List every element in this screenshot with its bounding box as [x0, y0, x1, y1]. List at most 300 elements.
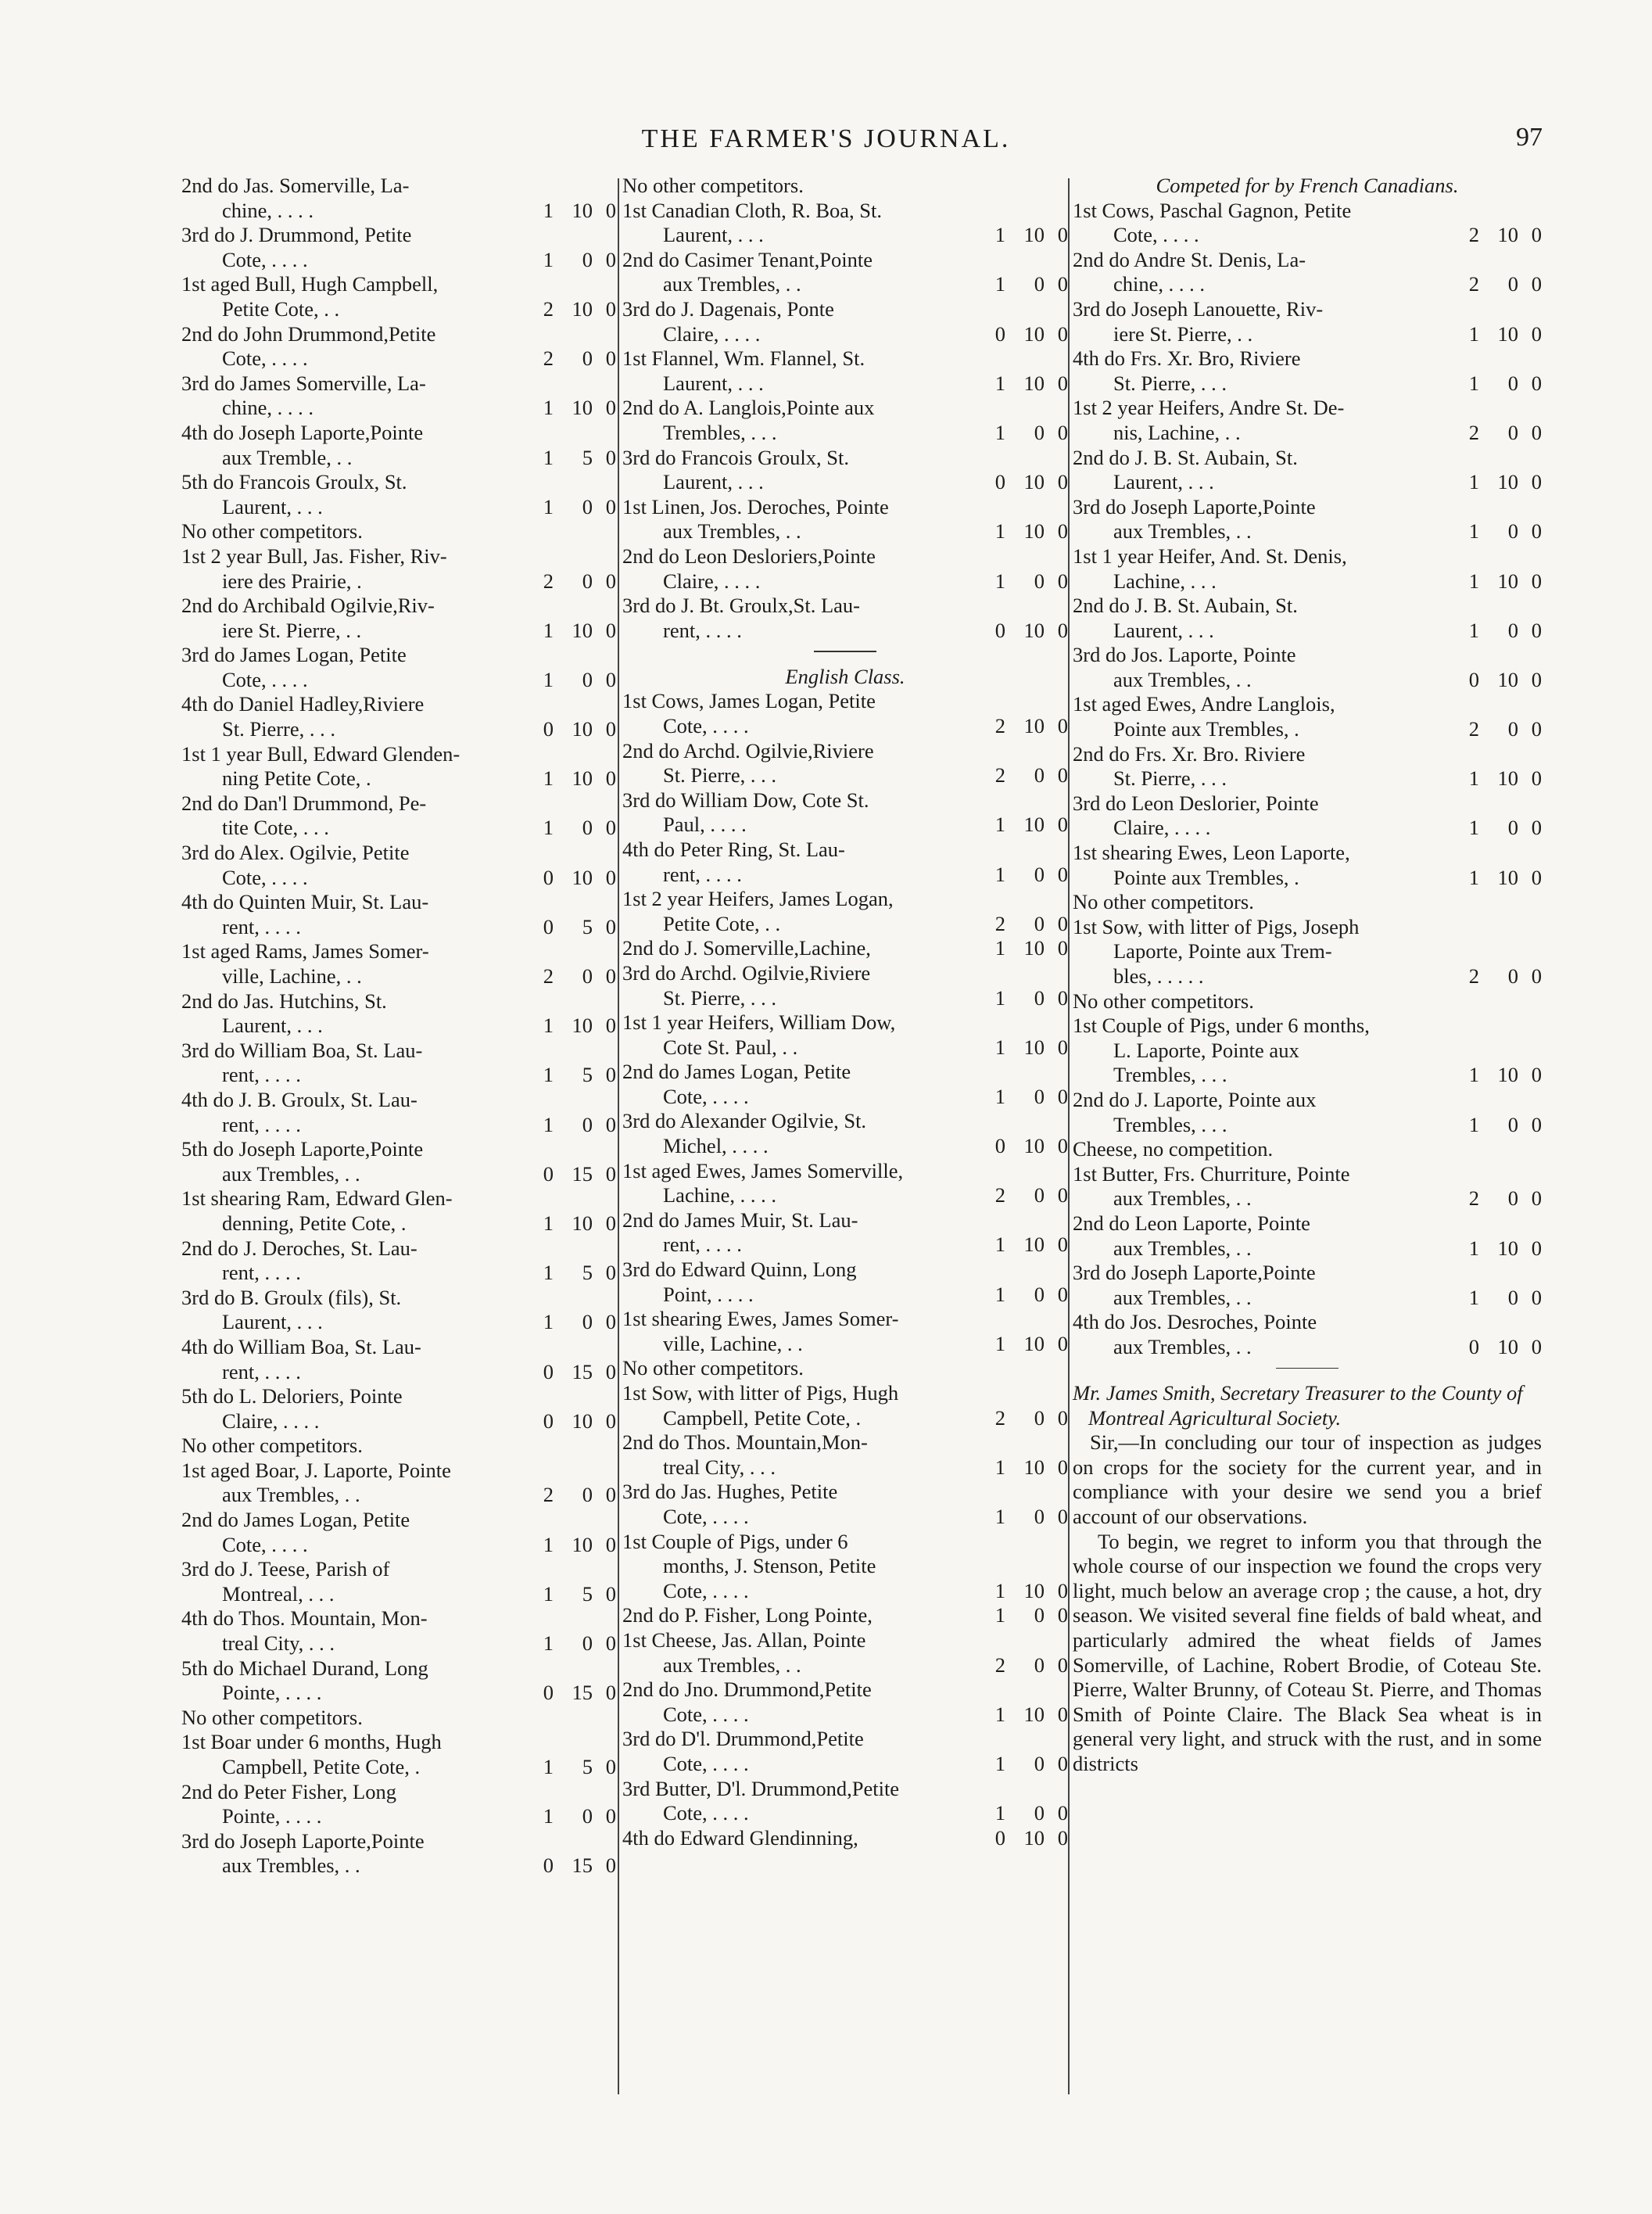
- no-competitors-note: No other competitors.: [1073, 989, 1254, 1013]
- shillings-value: 10: [1497, 766, 1518, 791]
- pence-value: 0: [1057, 1825, 1068, 1850]
- prize-entry: [1073, 1162, 1542, 1211]
- prize-entry: [1073, 594, 1542, 643]
- entry-line: 2nd do James Logan, Petite: [622, 1060, 851, 1084]
- prize-amount: [524, 1853, 616, 1878]
- prize-entry: [622, 1109, 1068, 1158]
- prize-entry: [181, 174, 616, 223]
- entry-continuation: chine, . . . .: [222, 198, 314, 222]
- shillings-value: 10: [1023, 936, 1045, 960]
- shillings-value: 0: [1507, 1186, 1518, 1211]
- entry-line: 3rd do D'l. Drummond,Petite: [622, 1727, 864, 1751]
- prize-entry: [181, 544, 616, 594]
- prize-amount: [524, 964, 616, 989]
- prize-entry: [1073, 742, 1542, 791]
- pence-value: 0: [1057, 321, 1068, 346]
- prize-entry: [1073, 495, 1542, 544]
- prize-amount: [1450, 421, 1542, 446]
- prize-entry: [181, 470, 616, 519]
- shillings-value: 10: [1497, 667, 1518, 691]
- prize-amount: [1450, 470, 1542, 495]
- prize-entry: [181, 223, 616, 272]
- shillings-value: 0: [582, 346, 593, 371]
- shillings-value: 10: [572, 1408, 593, 1433]
- prize-amount: [1450, 223, 1542, 248]
- prize-entry: [1073, 396, 1542, 445]
- prize-entry: [622, 739, 1068, 788]
- shillings-value: 10: [1023, 1035, 1045, 1059]
- prize-amount: [976, 1406, 1068, 1431]
- shillings-value: 0: [1507, 964, 1518, 988]
- pounds-value: 1: [994, 371, 1005, 395]
- pence-value: 0: [1531, 470, 1542, 494]
- pence-value: 0: [1057, 1578, 1068, 1602]
- no-competitors-note: No other competitors.: [181, 1705, 363, 1729]
- pence-value: 0: [1057, 1282, 1068, 1306]
- prize-entry: [181, 1656, 616, 1706]
- prize-amount: [976, 813, 1068, 838]
- pence-value: 0: [1057, 1183, 1068, 1207]
- pounds-value: 1: [994, 1035, 1005, 1059]
- prize-amount: [976, 421, 1068, 446]
- entry-continuation: Cote St. Paul, . .: [663, 1035, 798, 1059]
- prize-amount: [1450, 1113, 1542, 1138]
- entry-continuation: Cote, . . . .: [663, 1801, 749, 1825]
- pounds-value: 1: [543, 667, 554, 691]
- entry-continuation: aux Trembles, . .: [222, 1483, 360, 1507]
- pence-value: 0: [605, 1581, 616, 1606]
- shillings-value: 0: [1507, 717, 1518, 741]
- shillings-value: 15: [572, 1359, 593, 1383]
- pence-value: 0: [605, 1310, 616, 1334]
- shillings-value: 0: [1034, 1084, 1045, 1108]
- entry-continuation: aux Tremble, . .: [222, 445, 353, 469]
- entry-continuation: Cote, . . . .: [222, 1532, 308, 1556]
- entry-line: 3rd do Alexander Ogilvie, St.: [622, 1109, 867, 1133]
- pence-value: 0: [605, 494, 616, 519]
- prize-amount: [976, 936, 1068, 961]
- shillings-value: 10: [1023, 371, 1045, 395]
- entry-continuation: Cote, . . . .: [663, 713, 749, 737]
- prize-amount: [976, 714, 1068, 739]
- shillings-value: 0: [582, 569, 593, 593]
- pounds-value: 1: [1468, 1112, 1479, 1136]
- pence-value: 0: [605, 445, 616, 469]
- entry-line: 2nd do A. Langlois,Pointe aux: [622, 396, 875, 420]
- shillings-value: 0: [1034, 1751, 1045, 1775]
- entry-continuation: Pointe aux Trembles, .: [1113, 717, 1299, 741]
- shillings-value: 10: [1023, 223, 1045, 247]
- pounds-value: 2: [994, 1183, 1005, 1207]
- entry-line: 3rd do Archd. Ogilvie,Riviere: [622, 960, 871, 985]
- entry-continuation: Point, . . . .: [663, 1282, 754, 1306]
- pence-value: 0: [1057, 618, 1068, 642]
- prize-amount: [524, 1261, 616, 1286]
- prize-entry: [181, 1137, 616, 1186]
- prize-entry: [181, 371, 616, 421]
- entry-continuation: St. Pierre, . . .: [1113, 371, 1227, 395]
- pence-value: 0: [1531, 618, 1542, 642]
- pounds-value: 1: [994, 936, 1005, 960]
- pounds-value: 2: [1468, 272, 1479, 296]
- prize-entry: [181, 791, 616, 841]
- entry-line: 2nd do Casimer Tenant,Pointe: [622, 247, 873, 271]
- column-rule-right: [1068, 178, 1070, 2094]
- entry-line: 2nd do J. Somerville,Lachine,: [622, 936, 871, 960]
- prize-amount: [1450, 964, 1542, 989]
- shillings-value: 0: [1507, 618, 1518, 642]
- entry-continuation: aux Trembles, . .: [222, 1161, 360, 1186]
- pounds-value: 1: [1468, 618, 1479, 642]
- pence-value: 0: [1057, 1603, 1068, 1627]
- entry-line: 2nd do Jas. Somerville, La-: [181, 174, 410, 197]
- no-competitors-note: No other competitors.: [622, 1356, 804, 1380]
- pence-value: 0: [605, 569, 616, 593]
- entry-continuation: Lachine, . . . .: [663, 1183, 776, 1207]
- prize-entry: [181, 742, 616, 791]
- pounds-value: 2: [543, 296, 554, 321]
- pounds-value: 1: [994, 985, 1005, 1010]
- entry-line: 5th do Joseph Laporte,Pointe: [181, 1137, 424, 1161]
- prize-entry: [622, 1381, 1068, 1430]
- prize-entry: [1073, 346, 1542, 396]
- prize-entry: [1073, 1310, 1542, 1359]
- shillings-value: 0: [1507, 1112, 1518, 1136]
- shillings-value: 10: [572, 618, 593, 642]
- shillings-value: 10: [1023, 813, 1045, 837]
- prize-entry: [1073, 1261, 1542, 1310]
- entry-continuation: Pointe aux Trembles, .: [1113, 865, 1299, 889]
- entry-continuation: aux Trembles, . .: [1113, 1285, 1252, 1309]
- entry-continuation: St. Pierre, . . .: [663, 763, 776, 788]
- pence-value: 0: [605, 1483, 616, 1507]
- prize-entry: [622, 544, 1068, 594]
- pence-value: 0: [605, 1112, 616, 1136]
- shillings-value: 10: [1023, 618, 1045, 642]
- entry-continuation: aux Trembles, . .: [663, 272, 801, 296]
- entry-line: 1st Boar under 6 months, Hugh: [181, 1730, 442, 1754]
- shillings-value: 0: [1034, 569, 1045, 593]
- entry-continuation: Laurent, . . .: [222, 1310, 323, 1334]
- pounds-value: 0: [543, 1681, 554, 1705]
- shillings-value: 0: [1507, 816, 1518, 840]
- shillings-value: 10: [572, 1211, 593, 1235]
- entry-line: 1st Canadian Cloth, R. Boa, St.: [622, 198, 882, 222]
- pence-value: 0: [605, 346, 616, 371]
- entry-continuation: Petite Cote, . .: [222, 296, 340, 321]
- prize-amount: [976, 1703, 1068, 1728]
- entry-continuation: chine, . . . .: [1113, 272, 1206, 296]
- pence-value: 0: [1057, 420, 1068, 444]
- pounds-value: 1: [543, 766, 554, 791]
- prize-entry: [622, 495, 1068, 544]
- prize-amount: [524, 668, 616, 693]
- shillings-value: 0: [1034, 1183, 1045, 1207]
- entry-continuation: nis, Lachine, . .: [1113, 420, 1241, 444]
- pounds-value: 1: [994, 1702, 1005, 1726]
- pence-value: 0: [1531, 321, 1542, 346]
- entry-line: 1st shearing Ewes, James Somer-: [622, 1307, 899, 1331]
- pence-value: 0: [1531, 667, 1542, 691]
- entry-line: 4th do Daniel Hadley,Riviere: [181, 692, 425, 716]
- pounds-value: 1: [1468, 1285, 1479, 1309]
- prize-entry: [181, 989, 616, 1039]
- pounds-value: 1: [543, 198, 554, 222]
- entry-line: 1st 1 year Heifers, William Dow,: [622, 1010, 896, 1035]
- pounds-value: 1: [543, 445, 554, 469]
- shillings-value: 0: [582, 1310, 593, 1334]
- pence-value: 0: [1531, 223, 1542, 247]
- pence-value: 0: [605, 198, 616, 222]
- entry-line: 2nd do J. Laporte, Pointe aux: [1073, 1087, 1317, 1111]
- prize-entry: [181, 1335, 616, 1384]
- prize-entry: [181, 1730, 616, 1779]
- entry-continuation: aux Trembles, . .: [1113, 667, 1252, 691]
- prize-entry: [622, 248, 1068, 297]
- prize-amount: [976, 1579, 1068, 1604]
- pence-value: 0: [605, 1408, 616, 1433]
- prize-amount: [976, 1183, 1068, 1208]
- prize-amount: [976, 1283, 1068, 1308]
- prize-amount: [524, 1533, 616, 1558]
- prize-entry: [181, 322, 616, 371]
- french-class-list: [1073, 199, 1542, 1369]
- pounds-value: 2: [543, 964, 554, 988]
- entry-continuation: Claire, . . . .: [222, 1408, 320, 1433]
- pounds-value: 0: [543, 1408, 554, 1433]
- entry-continuation: Montreal, . . .: [222, 1581, 335, 1606]
- pence-value: 0: [605, 865, 616, 889]
- pounds-value: 1: [543, 1804, 554, 1828]
- pence-value: 0: [1531, 1285, 1542, 1309]
- entry-line: 1st 1 year Heifer, And. St. Denis,: [1073, 544, 1347, 568]
- pounds-value: 1: [543, 396, 554, 420]
- shillings-value: 10: [1497, 223, 1518, 247]
- prize-entry: [1073, 1014, 1542, 1088]
- pounds-value: 0: [994, 618, 1005, 642]
- pence-value: 0: [605, 618, 616, 642]
- prize-amount: [976, 322, 1068, 347]
- entry-line: 1st aged Boar, J. Laporte, Pointe: [181, 1458, 451, 1482]
- entry-line: 3rd do J. Bt. Groulx,St. Lau-: [622, 594, 860, 618]
- shillings-value: 0: [1507, 1285, 1518, 1309]
- entry-line: 4th do Quinten Muir, St. Lau-: [181, 890, 429, 914]
- pounds-value: 1: [994, 1282, 1005, 1306]
- prize-amount: [976, 863, 1068, 888]
- prize-entry: [622, 1010, 1068, 1060]
- pounds-value: 1: [1468, 766, 1479, 791]
- entry-line: 4th do Thos. Mountain, Mon-: [181, 1606, 428, 1631]
- entry-line: 1st 2 year Bull, Jas. Fisher, Riv-: [181, 544, 447, 568]
- pounds-value: 2: [994, 763, 1005, 788]
- prize-entry: [622, 961, 1068, 1010]
- shillings-value: 10: [1023, 1233, 1045, 1257]
- prize-amount: [524, 866, 616, 891]
- pounds-value: 1: [543, 618, 554, 642]
- entry-line: 1st Butter, Frs. Churriture, Pointe: [1073, 1161, 1350, 1186]
- entry-line: 5th do Michael Durand, Long: [181, 1656, 428, 1680]
- shillings-value: 10: [1023, 519, 1045, 544]
- shillings-value: 0: [582, 1112, 593, 1136]
- pence-value: 0: [1057, 1801, 1068, 1825]
- entry-line: 4th do Joseph Laporte,Pointe: [181, 420, 424, 444]
- entry-continuation: rent, . . . .: [222, 1112, 301, 1136]
- shillings-value: 0: [1034, 1652, 1045, 1677]
- prize-entry: [181, 1459, 616, 1508]
- prize-entry: [622, 1208, 1068, 1258]
- entry-line: 3rd do Joseph Lanouette, Riv-: [1073, 296, 1324, 321]
- entry-continuation: Laurent, . . .: [222, 494, 323, 519]
- prize-entry: [622, 199, 1068, 248]
- entry-continuation: St. Pierre, . . .: [663, 985, 776, 1010]
- entry-line: 2nd do J. B. St. Aubain, St.: [1073, 445, 1298, 469]
- entry-continuation: rent, . . . .: [663, 1233, 742, 1257]
- prize-entry: [622, 1430, 1068, 1480]
- entry-continuation: Claire, . . . .: [663, 569, 761, 593]
- entry-line: 2nd do J. Deroches, St. Lau-: [181, 1236, 417, 1260]
- pence-value: 0: [1057, 1405, 1068, 1430]
- entry-continuation: Laurent, . . .: [663, 371, 764, 395]
- pounds-value: 1: [543, 1112, 554, 1136]
- prize-amount: [976, 1455, 1068, 1480]
- prize-amount: [524, 199, 616, 224]
- entry-line: 1st Couple of Pigs, under 6: [622, 1529, 848, 1553]
- entry-continuation: iere St. Pierre, . .: [222, 618, 362, 642]
- pounds-value: 0: [543, 1161, 554, 1186]
- letter: [1073, 1381, 1542, 1777]
- shillings-value: 0: [1034, 1282, 1045, 1306]
- shillings-value: 10: [1497, 1236, 1518, 1260]
- shillings-value: 0: [1034, 1801, 1045, 1825]
- prize-entry: [1073, 643, 1542, 692]
- pence-value: 0: [605, 1014, 616, 1038]
- shillings-value: 0: [1034, 272, 1045, 296]
- entry-line: 1st shearing Ewes, Leon Laporte,: [1073, 841, 1350, 865]
- entry-continuation: ville, Lachine, . .: [663, 1331, 803, 1355]
- pence-value: 0: [1531, 865, 1542, 889]
- entry-line: 3rd do Joseph Laporte,Pointe: [181, 1828, 425, 1853]
- prize-amount: [1450, 668, 1542, 693]
- entry-continuation: rent, . . . .: [222, 1063, 301, 1087]
- prize-entry: [181, 1780, 616, 1829]
- shillings-value: 0: [582, 1483, 593, 1507]
- prize-amount: [1450, 1335, 1542, 1360]
- prize-entry: [181, 421, 616, 470]
- pounds-value: 1: [1468, 371, 1479, 395]
- entry-line: 1st Linen, Jos. Deroches, Pointe: [622, 494, 889, 519]
- prize-entry: [1073, 446, 1542, 495]
- pounds-value: 0: [994, 1134, 1005, 1158]
- shillings-value: 10: [1023, 1134, 1045, 1158]
- pounds-value: 1: [543, 494, 554, 519]
- shillings-value: 0: [1034, 420, 1045, 444]
- shillings-value: 10: [1023, 1578, 1045, 1602]
- pence-value: 0: [605, 1681, 616, 1705]
- prize-amount: [976, 1505, 1068, 1530]
- pounds-value: 2: [543, 569, 554, 593]
- prize-entry: [1073, 791, 1542, 841]
- entry-continuation: tite Cote, . . .: [222, 816, 329, 840]
- entry-continuation: treal City, . . .: [222, 1631, 335, 1656]
- prize-amount: [524, 396, 616, 421]
- pence-value: 0: [605, 717, 616, 741]
- pounds-value: 2: [994, 911, 1005, 935]
- pence-value: 0: [605, 1261, 616, 1285]
- entry-line: 2nd do John Drummond,Petite: [181, 321, 436, 346]
- pence-value: 0: [1057, 1504, 1068, 1528]
- pounds-value: 2: [543, 1483, 554, 1507]
- prize-entry: [181, 939, 616, 989]
- entry-line: 1st 2 year Heifers, James Logan,: [622, 887, 894, 911]
- pounds-value: 2: [1468, 223, 1479, 247]
- prize-amount: [524, 1113, 616, 1138]
- pence-value: 0: [605, 964, 616, 988]
- shillings-value: 5: [582, 1261, 593, 1285]
- entry-continuation: Campbell, Petite Cote, .: [663, 1405, 862, 1430]
- pence-value: 0: [1057, 1455, 1068, 1479]
- shillings-value: 5: [582, 1063, 593, 1087]
- prize-amount: [976, 1085, 1068, 1110]
- shillings-value: 0: [1034, 1405, 1045, 1430]
- pence-value: 0: [1531, 519, 1542, 544]
- entry-line: 1st shearing Ram, Edward Glen-: [181, 1186, 453, 1211]
- prize-amount: [524, 717, 616, 742]
- entry-line: 1st aged Rams, James Somer-: [181, 939, 429, 963]
- prize-amount: [976, 272, 1068, 297]
- shillings-value: 0: [1034, 1504, 1045, 1528]
- prize-amount: [976, 1826, 1068, 1851]
- shillings-value: 10: [1497, 321, 1518, 346]
- shillings-value: 10: [1497, 1063, 1518, 1087]
- prize-amount: [524, 248, 616, 273]
- entry-line: 1st 1 year Bull, Edward Glenden-: [181, 741, 460, 766]
- entry-continuation: bles, . . . . .: [1113, 964, 1204, 988]
- entry-line: 1st Couple of Pigs, under 6 months,: [1073, 1014, 1370, 1038]
- shillings-value: 0: [1034, 1603, 1045, 1627]
- no-competitors-note: No other competitors.: [622, 174, 804, 197]
- entry-line: 1st Sow, with litter of Pigs, Joseph: [1073, 914, 1360, 938]
- pence-value: 0: [1057, 985, 1068, 1010]
- shillings-value: 0: [1034, 911, 1045, 935]
- entry-continuation: Laurent, . . .: [1113, 470, 1214, 494]
- entry-continuation: treal City, . . .: [663, 1455, 776, 1479]
- pence-value: 0: [1057, 223, 1068, 247]
- entry-continuation: aux Trembles, . .: [1113, 519, 1252, 544]
- pounds-value: 2: [994, 1405, 1005, 1430]
- pence-value: 0: [1057, 1751, 1068, 1775]
- shillings-value: 0: [1034, 985, 1045, 1010]
- entry-line: 2nd do Archibald Ogilvie,Riv-: [181, 594, 435, 618]
- shillings-value: 10: [572, 865, 593, 889]
- entry-line: 4th do William Boa, St. Lau-: [181, 1334, 421, 1358]
- pence-value: 0: [605, 1211, 616, 1235]
- prize-entry: [1073, 1088, 1542, 1137]
- entry-continuation: chine, . . . .: [222, 396, 314, 420]
- pounds-value: 2: [1468, 1186, 1479, 1211]
- pounds-value: 1: [994, 862, 1005, 886]
- section-separator: [814, 651, 876, 652]
- entry-continuation: aux Trembles, . .: [1113, 1186, 1252, 1211]
- pence-value: 0: [1531, 964, 1542, 988]
- prize-entry: [1073, 1211, 1542, 1261]
- entry-continuation: Petite Cote, . .: [663, 911, 781, 935]
- entry-continuation: aux Trembles, . .: [1113, 1236, 1252, 1260]
- pounds-value: 1: [994, 1084, 1005, 1108]
- pounds-value: 1: [1468, 470, 1479, 494]
- pounds-value: 2: [543, 346, 554, 371]
- shillings-value: 10: [572, 766, 593, 791]
- shillings-value: 5: [582, 445, 593, 469]
